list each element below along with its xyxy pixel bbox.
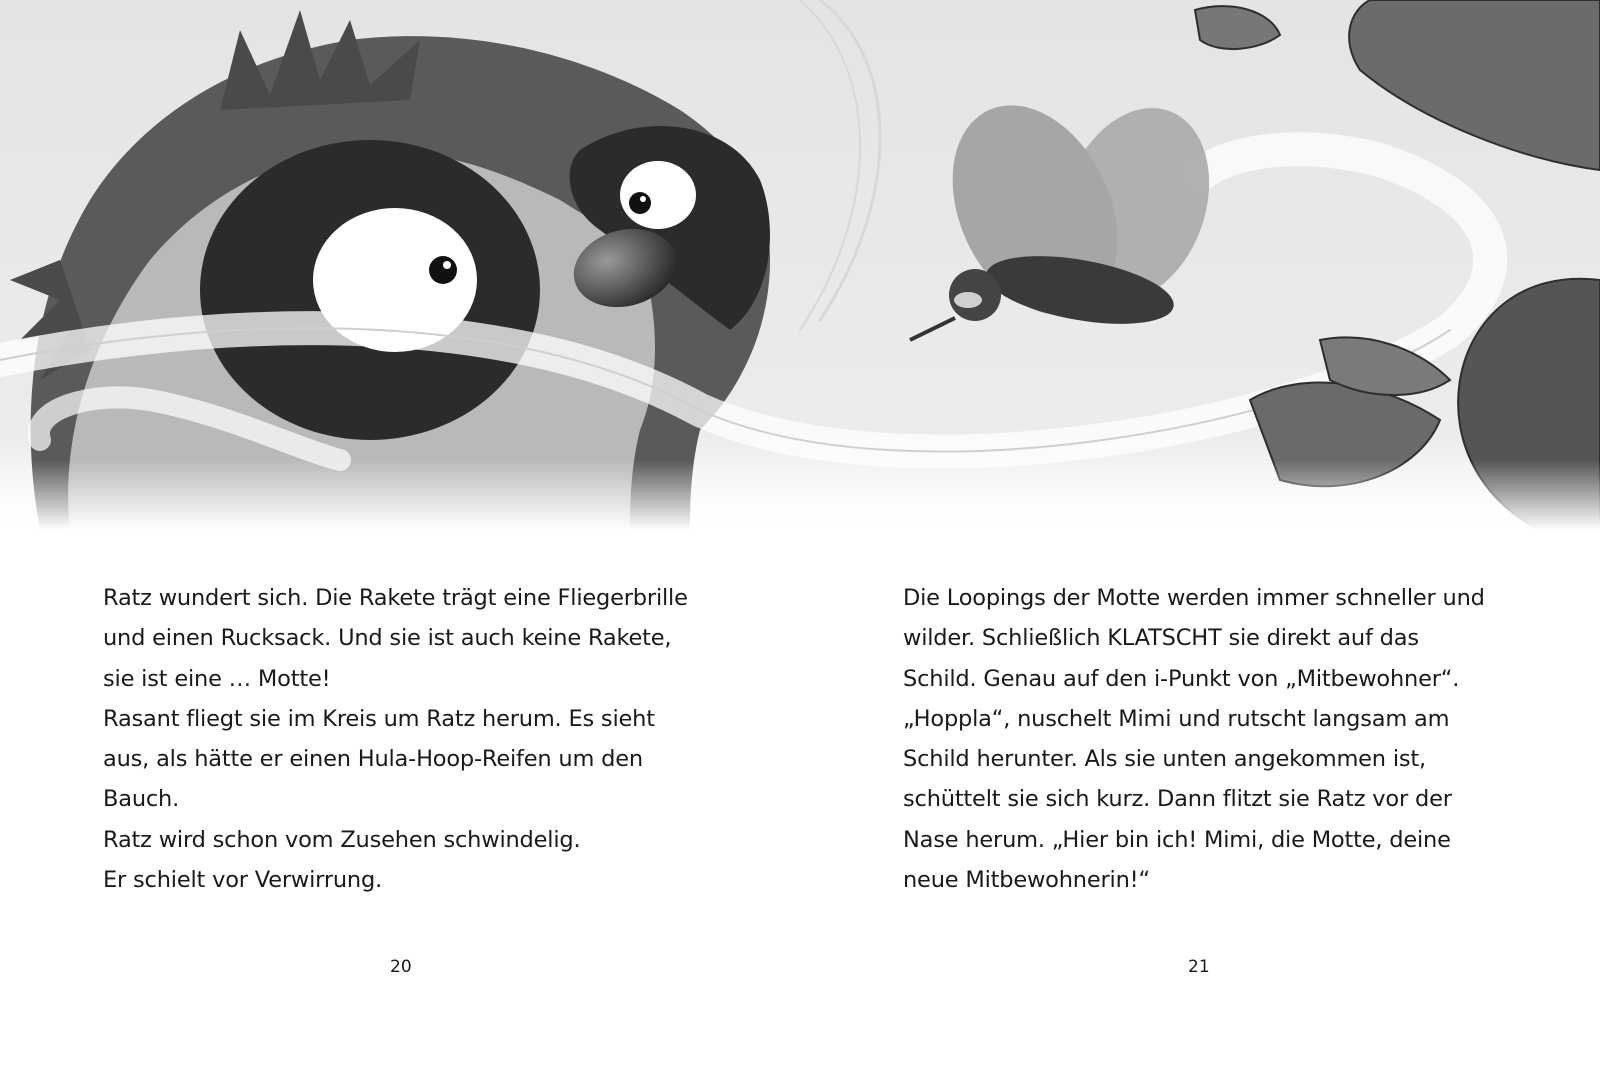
text-line: Ratz wird schon vom Zusehen schwindelig. — [103, 826, 581, 853]
text-line: „Hoppla“, nuschelt Mimi und rutscht langsam am — [903, 705, 1450, 732]
text-line: und einen Rucksack. Und sie ist auch keine Rakete, — [103, 625, 672, 652]
text-line: Bauch. — [103, 786, 180, 813]
page-number-left: 20 — [390, 957, 412, 977]
right-page-text — [903, 578, 1543, 900]
text-line: wilder. Schließlich KLATSCHT sie direkt auf das — [903, 625, 1419, 652]
text-line: Er schielt vor Verwirrung. — [103, 867, 383, 894]
text-line: sie ist eine … Motte! — [103, 665, 331, 692]
text-line: Nase herum. „Hier bin ich! Mimi, die Motte, deine — [903, 826, 1451, 853]
text-line: Rasant fliegt sie im Kreis um Ratz herum. Es sieht — [103, 705, 655, 732]
sloth-and-moth-illustration — [0, 0, 1600, 530]
text-line: aus, als hätte er einen Hula-Hoop-Reifen um den — [103, 746, 643, 773]
text-line: Die Loopings der Motte werden immer schneller und — [903, 585, 1485, 611]
text-line: Schild herunter. Als sie unten angekommen ist, — [903, 746, 1426, 773]
text-line: neue Mitbewohnerin!“ — [903, 867, 1150, 894]
page-number-right: 21 — [1188, 957, 1210, 977]
text-line: schüttelt sie sich kurz. Dann flitzt sie Ratz vor der — [903, 786, 1452, 813]
left-page-text — [103, 578, 743, 900]
text-line: Ratz wundert sich. Die Rakete trägt eine Fliegerbrille — [103, 585, 688, 611]
text-line: Schild. Genau auf den i-Punkt von „Mitbewohner“. — [903, 665, 1460, 692]
